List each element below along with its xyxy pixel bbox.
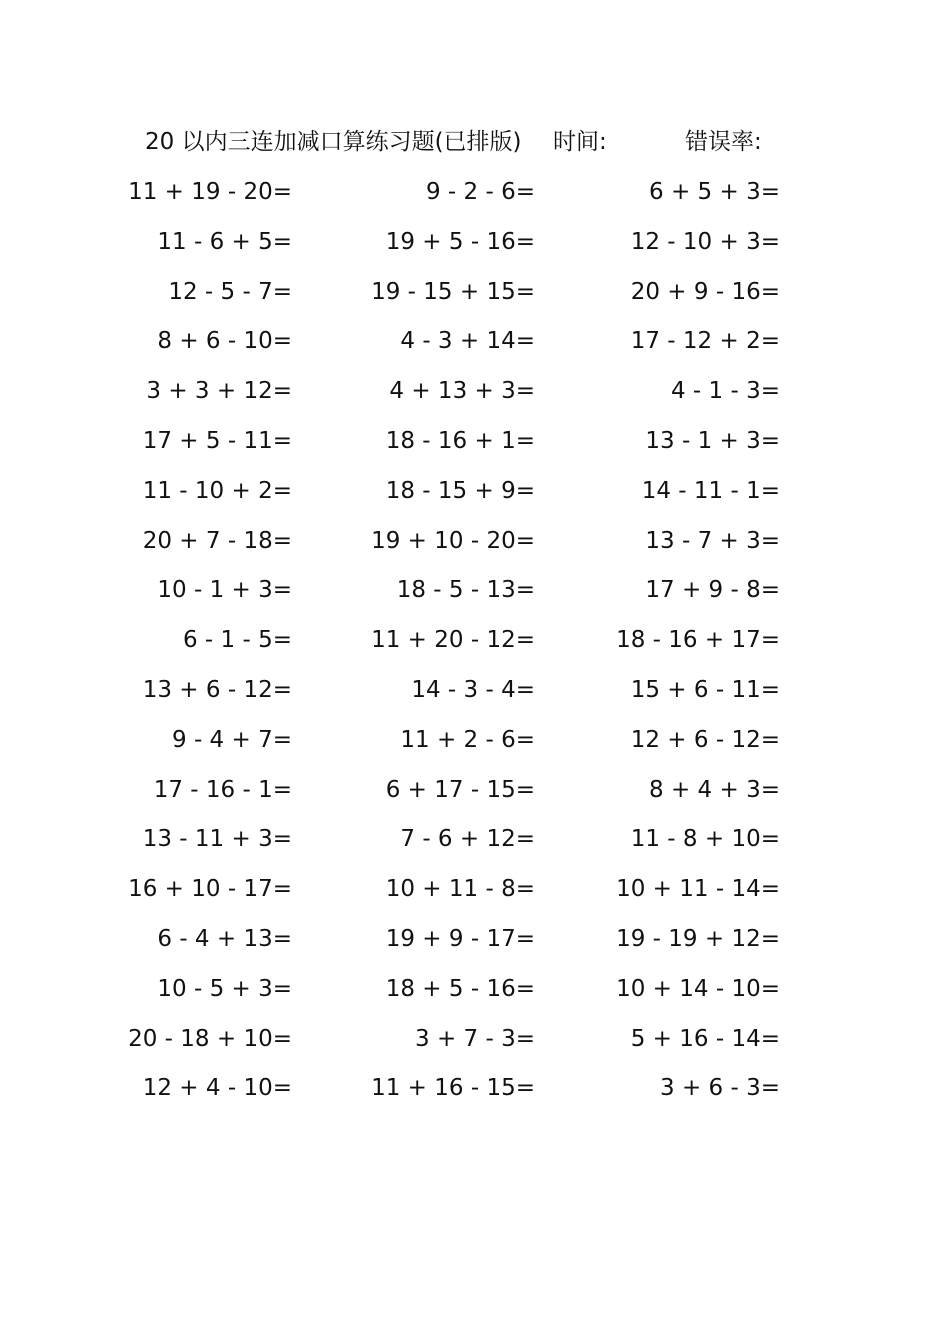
problem-item: 10 + 11 - 14=: [616, 876, 780, 903]
problem-item: 19 + 9 - 17=: [385, 926, 535, 952]
problem-item: 17 + 9 - 8=: [645, 577, 780, 604]
problem-item: 9 - 2 - 6=: [425, 179, 535, 205]
problem-item: 18 - 5 - 13=: [396, 577, 535, 604]
worksheet-title: 20 以内三连加减口算练习题(已排版): [145, 129, 522, 155]
problem-item: 18 - 16 + 17=: [616, 627, 780, 654]
problem-item: 4 - 3 + 14=: [400, 328, 535, 355]
problem-item: 20 + 7 - 18=: [142, 527, 292, 554]
problem-item: 6 + 5 + 3=: [649, 179, 780, 205]
problem-item: 15 + 6 - 11=: [630, 677, 780, 703]
problem-item: 4 - 1 - 3=: [670, 378, 780, 405]
problem-item: 6 - 1 - 5=: [182, 627, 292, 654]
problem-item: 16 + 10 - 17=: [128, 876, 292, 903]
problem-item: 10 - 5 + 3=: [157, 975, 292, 1002]
problem-item: 10 + 14 - 10=: [616, 975, 780, 1002]
problem-item: 13 - 7 + 3=: [645, 527, 780, 554]
problem-item: 11 + 19 - 20=: [128, 179, 292, 205]
problem-item: 18 - 15 + 9=: [385, 477, 535, 504]
problem-item: 17 - 16 - 1=: [153, 776, 292, 803]
problem-item: 13 + 6 - 12=: [142, 677, 292, 703]
problem-item: 3 + 7 - 3=: [415, 1025, 535, 1052]
problem-item: 19 - 15 + 15=: [371, 278, 535, 305]
problem-item: 7 - 6 + 12=: [400, 826, 535, 853]
problem-item: 9 - 4 + 7=: [172, 726, 292, 753]
problem-item: 17 + 5 - 11=: [142, 428, 292, 454]
problem-item: 12 + 4 - 10=: [142, 1075, 292, 1102]
problem-item: 20 - 18 + 10=: [128, 1025, 292, 1052]
problem-item: 6 + 17 - 15=: [385, 776, 535, 803]
problem-item: 18 + 5 - 16=: [385, 975, 535, 1002]
problem-item: 11 + 20 - 12=: [371, 627, 535, 654]
problem-item: 13 - 11 + 3=: [142, 826, 292, 853]
problem-item: 18 - 16 + 1=: [385, 428, 535, 454]
problem-item: 14 - 11 - 1=: [641, 477, 780, 504]
problem-item: 12 + 6 - 12=: [630, 726, 780, 753]
problem-item: 19 - 19 + 12=: [616, 926, 780, 952]
problem-item: 12 - 10 + 3=: [630, 228, 780, 255]
problem-item: 10 - 1 + 3=: [157, 577, 292, 604]
problem-item: 10 + 11 - 8=: [385, 876, 535, 903]
time-label: 时间:: [553, 129, 607, 155]
problem-item: 4 + 13 + 3=: [389, 378, 535, 405]
problem-item: 12 - 5 - 7=: [168, 278, 292, 305]
problem-item: 3 + 6 - 3=: [660, 1075, 780, 1102]
problem-item: 17 - 12 + 2=: [630, 328, 780, 355]
problem-item: 19 + 10 - 20=: [371, 527, 535, 554]
problem-item: 11 - 10 + 2=: [142, 477, 292, 504]
problem-item: 14 - 3 - 4=: [411, 677, 535, 703]
problem-item: 19 + 5 - 16=: [385, 228, 535, 255]
problem-item: 8 + 4 + 3=: [649, 776, 780, 803]
problem-item: 11 + 2 - 6=: [400, 726, 535, 753]
problem-item: 20 + 9 - 16=: [630, 278, 780, 305]
problem-item: 11 + 16 - 15=: [371, 1075, 535, 1102]
problem-item: 8 + 6 - 10=: [157, 328, 292, 355]
problem-item: 11 - 6 + 5=: [157, 228, 292, 255]
error-rate-label: 错误率:: [685, 129, 762, 155]
problem-item: 11 - 8 + 10=: [630, 826, 780, 853]
problem-item: 3 + 3 + 12=: [146, 378, 292, 405]
problem-item: 5 + 16 - 14=: [630, 1025, 780, 1052]
problem-item: 6 - 4 + 13=: [157, 926, 292, 952]
problem-item: 13 - 1 + 3=: [645, 428, 780, 454]
